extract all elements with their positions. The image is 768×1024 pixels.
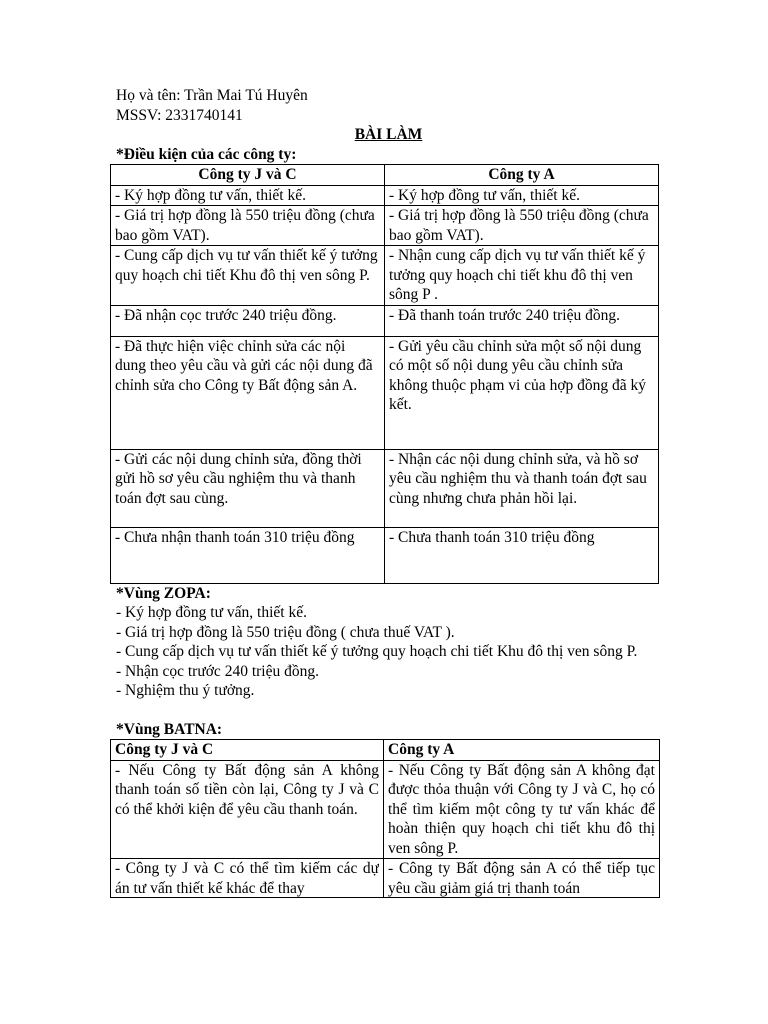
zopa-item: - Giá trị hợp đồng là 550 triệu đồng ( chưa thuế VAT ). [116,623,455,641]
table-cell: - Chưa nhận thanh toán 310 triệu đồng [111,527,385,583]
table-cell: - Cung cấp dịch vụ tư vấn thiết kế ý tưởng quy hoạch chi tiết Khu đô thị ven sông P. [111,246,385,306]
table-cell [384,859,660,898]
zopa-item: - Nghiệm thu ý tưởng. [116,682,255,699]
table-cell: - Gửi các nội dung chỉnh sửa, đồng thời gửi hồ sơ yêu cầu nghiệm thu và thanh toán đợt sau cùng. [111,449,385,527]
batna-heading: *Vùng BATNA: [116,720,223,738]
table-row [111,527,659,583]
table-row [111,185,659,206]
table-row [111,449,659,527]
table-cell-text: - Công ty Bất động sản A có thể tiếp tục yêu cầu giảm giá trị thanh toán [388,860,655,897]
student-name: Họ và tên: Trần Mai Tú Huyên [116,87,308,104]
batna-col-a: Công ty A [384,740,660,761]
conditions-table [110,164,659,584]
table-cell: - Nếu Công ty Bất động sản A không đạt được thỏa thuận với Công ty J và C, họ có thể tìm kiếm một công ty tư vấn khác để hoàn thiện quy hoạch chi tiết khu đô thị ven sông P. [384,760,660,859]
table-cell: - Nếu Công ty Bất động sản A không thanh toán số tiền còn lại, Công ty J và C có thể khởi kiện để yêu cầu thanh toán. [111,760,384,859]
table-cell: - Chưa thanh toán 310 triệu đồng [385,527,659,583]
table-row [111,305,659,336]
table-row [111,859,660,898]
zopa-item: - Cung cấp dịch vụ tư vấn thiết kế ý tưởng quy hoạch chi tiết Khu đô thị ven sông P. [116,643,638,660]
table-cell: - Nhận các nội dung chỉnh sửa, và hồ sơ yêu cầu nghiệm thu và thanh toán đợt sau cùng nhưng chưa phản hồi lại. [385,449,659,527]
conditions-heading: *Điều kiện của các công ty: [116,145,297,163]
table-cell: - Gửi yêu cầu chỉnh sửa một số nội dung có một số nội dung yêu cầu chỉnh sửa không thuộc phạm vi của hợp đồng đã ký kết. [385,336,659,449]
table-cell: - Đã thực hiện việc chỉnh sửa các nội dung theo yêu cầu và gửi các nội dung đã chỉnh sửa cho Công ty Bất động sản A. [111,336,385,449]
table-cell: - Nhận cung cấp dịch vụ tư vấn thiết kế ý tưởng quy hoạch chi tiết khu đô thị ven sông P . [385,246,659,306]
batna-col-jc: Công ty J và C [111,740,384,761]
document-page [116,86,661,898]
conditions-col-jc: Công ty J và C [111,165,385,186]
table-cell [111,859,384,898]
batna-table [110,739,660,898]
table-row [111,760,660,859]
table-cell: - Giá trị hợp đồng là 550 triệu đồng (chưa bao gồm VAT). [111,206,385,246]
table-cell: - Ký hợp đồng tư vấn, thiết kế. [111,185,385,206]
table-row [111,336,659,449]
table-cell: - Đã nhận cọc trước 240 triệu đồng. [111,305,385,336]
zopa-heading: *Vùng ZOPA: [116,584,211,602]
conditions-col-a: Công ty A [385,165,659,186]
table-cell: - Ký hợp đồng tư vấn, thiết kế. [385,185,659,206]
table-row [111,246,659,306]
zopa-item: - Nhận cọc trước 240 triệu đồng. [116,662,319,680]
table-row [111,206,659,246]
page-title: BÀI LÀM [354,126,423,143]
zopa-item: - Ký hợp đồng tư vấn, thiết kế. [116,604,307,621]
blank-line [116,701,661,720]
table-cell-text: - Công ty J và C có thể tìm kiếm các dự án tư vấn thiết kế khác để thay [115,860,379,897]
table-cell: - Giá trị hợp đồng là 550 triệu đồng (chưa bao gồm VAT). [385,206,659,246]
table-cell: - Đã thanh toán trước 240 triệu đồng. [385,305,659,336]
student-id: MSSV: 2331740141 [116,106,243,124]
